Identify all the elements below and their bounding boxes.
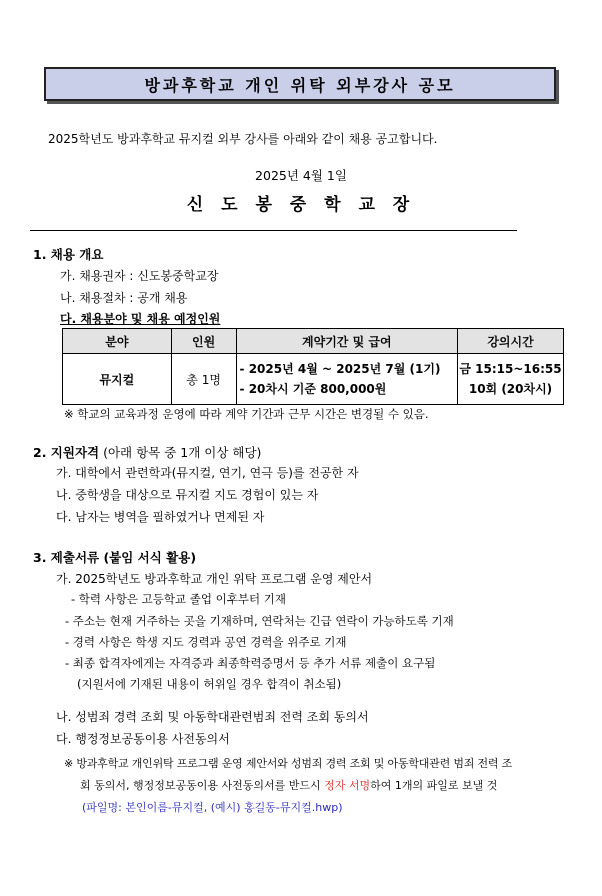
- section2-item-a: 가. 대학에서 관련학과(뮤지컬, 연기, 연극 등)를 전공한 자: [56, 466, 359, 480]
- section3-item-a: 가. 2025학년도 방과후학교 개인 위탁 프로그램 운영 제안서: [56, 572, 373, 586]
- time-line-2: 10회 (20차시): [468, 382, 553, 396]
- table-cell-field: 뮤지컬: [63, 354, 172, 405]
- section3-sub-4b: (지원서에 기재된 내용이 허위일 경우 합격이 취소됨): [77, 677, 342, 691]
- time-line-1: 금 15:15~16:55: [459, 362, 562, 376]
- table-cell-count: 총 1명: [171, 354, 236, 405]
- section1-item-a: 가. 채용권자 : 신도봉중학교장: [60, 269, 219, 283]
- section2-item-b: 나. 중학생을 대상으로 뮤지컬 지도 경험이 있는 자: [56, 488, 319, 502]
- section3-sub-4: - 최종 합격자에게는 자격증과 최종학력증명서 등 추가 서류 제출이 요구됨: [65, 656, 436, 670]
- table-header-time: 강의시간: [458, 329, 564, 354]
- section3-note-line-1: ※ 방과후학교 개인위탁 프로그램 운영 제안서와 성범죄 경력 조회 및 아동학대관련 범죄 전력 조: [64, 757, 513, 770]
- note-signature-emphasis: 정자 서명: [324, 779, 371, 792]
- page-title: 방과후학교 개인 위탁 외부강사 공모: [44, 67, 556, 101]
- section3-sub-2: - 주소는 현재 거주하는 곳을 기재하며, 연락처는 긴급 연락이 가능하도록 기재: [65, 614, 454, 628]
- table-row: [63, 354, 564, 405]
- section3-note-filename: (파일명: 본인이름-뮤지컬, (예시) 홍길동-뮤지컬.hwp): [82, 801, 343, 814]
- table-header-count: 인원: [171, 329, 236, 354]
- note-line-2-pre: 회 동의서, 행정정보공동이용 사전동의서를 반드시: [80, 779, 325, 792]
- table-header-row: [63, 329, 564, 354]
- table-cell-time: [458, 354, 564, 405]
- divider-line: [30, 230, 517, 231]
- section1-item-b: 나. 채용절차 : 공개 채용: [60, 291, 188, 305]
- recruit-table: [62, 328, 564, 405]
- table-header-field: 분야: [63, 329, 172, 354]
- section2-heading-wrap: [33, 443, 261, 461]
- section2-item-c: 다. 남자는 병역을 필하였거나 면제된 자: [56, 510, 265, 524]
- period-line-1: - 2025년 4월 ~ 2025년 7월 (1기): [239, 362, 441, 376]
- table-cell-period: [236, 354, 457, 405]
- section1-note: ※ 학교의 교육과정 운영에 따라 계약 기간과 근무 시간은 변경될 수 있음.: [64, 407, 429, 421]
- intro-text: 2025학년도 방과후학교 뮤지컬 외부 강사를 아래와 같이 채용 공고합니다.: [48, 132, 438, 146]
- section2-heading: 2. 지원자격: [33, 445, 100, 460]
- section3-sub-3: - 경력 사항은 학생 지도 경력과 공연 경력을 위주로 기재: [65, 635, 347, 649]
- section3-sub-1: - 학력 사항은 고등학교 졸업 이후부터 기재: [71, 592, 286, 606]
- period-line-2: - 20차시 기준 800,000원: [239, 382, 387, 396]
- school-principal: 신 도 봉 중 학 교 장: [186, 195, 416, 215]
- table-header-period: 계약기간 및 급여: [236, 329, 457, 354]
- section1-heading: 1. 채용 개요: [33, 247, 104, 262]
- section1-item-c: 다. 채용분야 및 채용 예정인원: [60, 312, 221, 326]
- section3-item-b: 나. 성범죄 경력 조회 및 아동학대관련범죄 전력 조회 동의서: [56, 710, 369, 724]
- section2-heading-sub: (아래 항목 중 1개 이상 해당): [103, 445, 262, 460]
- section3-heading: 3. 제출서류 (붙임 서식 활용): [33, 550, 197, 565]
- announcement-date: 2025년 4월 1일: [255, 168, 347, 183]
- section3-item-c: 다. 행정정보공동이용 사전동의서: [56, 732, 230, 746]
- section3-note-line-2: [80, 777, 497, 793]
- note-line-2-post: 하여 1개의 파일로 보낼 것: [370, 779, 498, 792]
